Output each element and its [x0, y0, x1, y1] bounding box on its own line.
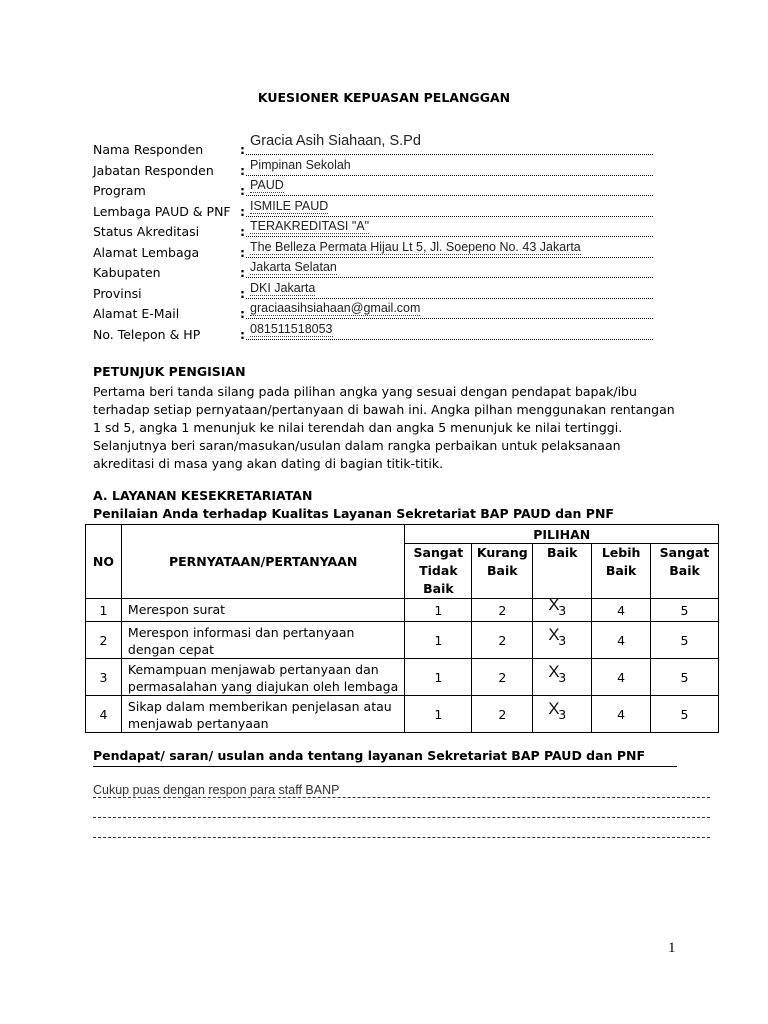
score-value: 2 — [498, 602, 507, 618]
score-cell-3[interactable] — [533, 622, 592, 659]
field-colon: : — [240, 326, 245, 342]
field-value[interactable]: DKI Jakarta — [250, 280, 316, 295]
heading-underline — [93, 766, 677, 767]
option-label: Kurang — [476, 545, 528, 560]
score-cell-5[interactable] — [651, 599, 719, 622]
instruction-line: terhadap setiap pernyataan/pertanyaan di bawah ini. Angka pilhan menggunakan rentangan — [93, 402, 675, 417]
option-label: Lebih — [601, 545, 641, 560]
dotted-line — [246, 236, 653, 237]
instructions-paragraph — [93, 383, 675, 473]
dotted-line — [246, 339, 653, 340]
instruction-line: Pertama beri tanda silang pada pilihan angka yang sesuai dengan pendapat bapak/ibu — [93, 384, 637, 399]
score-cell-5[interactable] — [651, 696, 719, 733]
score-value: 5 — [680, 632, 689, 648]
field-value[interactable]: 081511518053 — [250, 321, 333, 336]
table-row — [86, 696, 719, 733]
field-colon: : — [240, 142, 245, 157]
row-statement — [121, 659, 405, 696]
instruction-line: akreditasi di masa yang akan dating di bagian titik-titik. — [93, 456, 444, 471]
score-cell-5[interactable] — [651, 622, 719, 659]
field-label: Alamat E-Mail — [93, 306, 180, 321]
score-value: 3 — [558, 706, 567, 722]
dotted-line — [246, 318, 653, 319]
field-value[interactable]: graciaasihsiahaan@gmail.com — [250, 301, 421, 315]
row-statement — [121, 622, 405, 659]
section-a-subheading: Penilaian Anda terhadap Kualitas Layanan Sekretariat BAP PAUD dan PNF — [93, 506, 614, 521]
score-cell-1[interactable] — [405, 696, 472, 733]
field-row-province — [93, 282, 653, 303]
answer-dash-line — [93, 797, 710, 798]
dotted-line — [246, 298, 653, 299]
field-value[interactable]: PAUD — [250, 178, 284, 192]
score-value: 2 — [498, 632, 507, 648]
statement-line: Merespon surat — [127, 602, 226, 617]
score-cell-4[interactable] — [592, 696, 651, 733]
option-label: Sangat — [413, 545, 464, 560]
dotted-line — [246, 216, 653, 217]
field-colon: : — [240, 265, 245, 280]
field-colon: : — [240, 306, 245, 321]
field-row-position — [93, 159, 653, 180]
statement-line: Merespon informasi dan pertanyaan — [127, 625, 355, 640]
score-value: 2 — [498, 706, 507, 722]
score-value: 1 — [434, 632, 443, 648]
field-row-program — [93, 179, 653, 200]
cross-mark: X — [548, 625, 560, 644]
answer-dash-line — [93, 817, 710, 818]
statement-line: menjawab pertanyaan — [127, 716, 269, 731]
field-label: Kabupaten — [93, 265, 161, 280]
score-cell-2[interactable] — [472, 599, 533, 622]
option-label: Tidak — [419, 563, 458, 578]
field-label: Program — [93, 183, 146, 198]
score-value: 1 — [434, 706, 443, 722]
option-label: Baik — [605, 563, 637, 578]
option-very-good — [651, 544, 719, 599]
table-row — [86, 622, 719, 659]
rating-table — [85, 524, 719, 733]
row-number: 3 — [86, 659, 122, 696]
field-colon: : — [240, 183, 245, 198]
score-value: 5 — [680, 706, 689, 722]
score-value: 5 — [680, 602, 689, 618]
dotted-line — [246, 257, 653, 258]
option-label: Baik — [487, 563, 518, 578]
header-choice: PILIHAN — [405, 525, 719, 544]
field-label: Alamat Lembaga — [93, 244, 200, 260]
option-label: Baik — [669, 563, 700, 578]
row-number: 2 — [86, 622, 122, 659]
respondent-fields — [93, 133, 653, 343]
option-label: Sangat — [659, 545, 710, 560]
opinion-heading: Pendapat/ saran/ usulan anda tentang layanan Sekretariat BAP PAUD dan PNF — [93, 748, 645, 763]
score-value: 4 — [617, 632, 626, 648]
table-row — [86, 599, 719, 622]
score-cell-4[interactable] — [592, 622, 651, 659]
option-very-poor — [405, 544, 472, 599]
statement-line: Sikap dalam memberikan penjelasan atau — [127, 699, 392, 714]
field-label: Provinsi — [93, 285, 142, 301]
score-value: 3 — [558, 602, 567, 618]
field-value[interactable]: Gracia Asih Siahaan, S.Pd — [250, 133, 421, 149]
field-row-phone — [93, 323, 653, 344]
score-cell-1[interactable] — [405, 659, 472, 696]
field-colon: : — [240, 203, 245, 219]
row-statement — [121, 696, 405, 733]
statement-line: dengan cepat — [127, 642, 215, 657]
field-value[interactable]: TERAKREDITASI "A" — [250, 219, 370, 233]
cross-mark: X — [548, 699, 560, 718]
row-number: 1 — [86, 599, 122, 622]
page-number: 1 — [668, 940, 676, 956]
score-cell-2[interactable] — [472, 659, 533, 696]
section-a-heading: A. LAYANAN KESEKRETARIATAN — [93, 488, 313, 503]
option-label: Baik — [423, 581, 454, 596]
score-value: 4 — [617, 602, 626, 618]
field-colon: : — [240, 224, 245, 239]
field-row-name — [93, 133, 653, 159]
score-cell-4[interactable] — [592, 659, 651, 696]
opinion-answer[interactable]: Cukup puas dengan respon para staff BANP — [93, 783, 340, 797]
score-cell-5[interactable] — [651, 659, 719, 696]
field-row-address — [93, 241, 653, 262]
table-row — [86, 659, 719, 696]
row-number: 4 — [86, 696, 122, 733]
option-label: Baik — [546, 545, 578, 560]
answer-dash-line — [93, 837, 710, 838]
score-value: 3 — [558, 669, 567, 685]
instruction-line: Selanjutnya beri saran/masukan/usulan dalam rangka perbaikan untuk pelaksanaan — [93, 438, 621, 453]
score-cell-1[interactable] — [405, 622, 472, 659]
statement-line: Kemampuan menjawab pertanyaan dan — [127, 662, 379, 677]
field-label: Status Akreditasi — [93, 224, 200, 239]
option-better — [592, 544, 651, 599]
document-title: KUESIONER KEPUASAN PELANGGAN — [257, 90, 511, 105]
field-value[interactable]: Jakarta Selatan — [250, 260, 337, 274]
dotted-line — [246, 277, 653, 278]
score-value: 4 — [617, 669, 626, 685]
field-value[interactable]: The Belleza Permata Hijau Lt 5, Jl. Soepeno No. 43 Jakarta — [250, 239, 581, 254]
row-statement — [121, 599, 405, 622]
dotted-line — [246, 175, 653, 176]
dotted-line — [246, 195, 653, 196]
cross-mark: X — [548, 595, 560, 614]
field-label: Lembaga PAUD & PNF — [93, 203, 231, 219]
dotted-line — [246, 154, 653, 155]
field-row-email — [93, 302, 653, 323]
field-row-accreditation — [93, 220, 653, 241]
field-label: Nama Responden — [93, 142, 204, 157]
field-label: Jabatan Responden — [93, 162, 214, 178]
score-cell-2[interactable] — [472, 622, 533, 659]
field-value[interactable]: ISMILE PAUD — [250, 198, 329, 213]
score-value: 4 — [617, 706, 626, 722]
score-value: 1 — [434, 602, 443, 618]
field-colon: : — [240, 244, 245, 260]
score-value: 1 — [434, 669, 443, 685]
instructions-heading: PETUNJUK PENGISIAN — [93, 364, 246, 379]
score-cell-4[interactable] — [592, 599, 651, 622]
score-cell-3[interactable] — [533, 659, 592, 696]
field-colon: : — [240, 285, 245, 301]
field-label: No. Telepon & HP — [93, 326, 201, 342]
option-poor — [472, 544, 533, 599]
statement-line: permasalahan yang diajukan oleh lembaga — [127, 679, 399, 694]
field-row-regency — [93, 261, 653, 282]
option-good — [533, 544, 592, 599]
field-row-institution — [93, 200, 653, 221]
field-colon: : — [240, 162, 245, 178]
field-value[interactable]: Pimpinan Sekolah — [250, 157, 351, 172]
score-cell-3[interactable] — [533, 696, 592, 733]
instruction-line: 1 sd 5, angka 1 menunjuk ke nilai terendah dan angka 5 menunjuk ke nilai tertinggi. — [93, 420, 623, 435]
header-statement: PERNYATAAN/PERTANYAAN — [121, 525, 405, 599]
cross-mark: X — [548, 662, 560, 681]
score-cell-3[interactable] — [533, 595, 592, 622]
score-value: 3 — [558, 632, 567, 648]
score-value: 5 — [680, 669, 689, 685]
score-cell-2[interactable] — [472, 696, 533, 733]
score-cell-1[interactable] — [405, 599, 472, 622]
score-value: 2 — [498, 669, 507, 685]
header-no: NO — [86, 525, 122, 599]
